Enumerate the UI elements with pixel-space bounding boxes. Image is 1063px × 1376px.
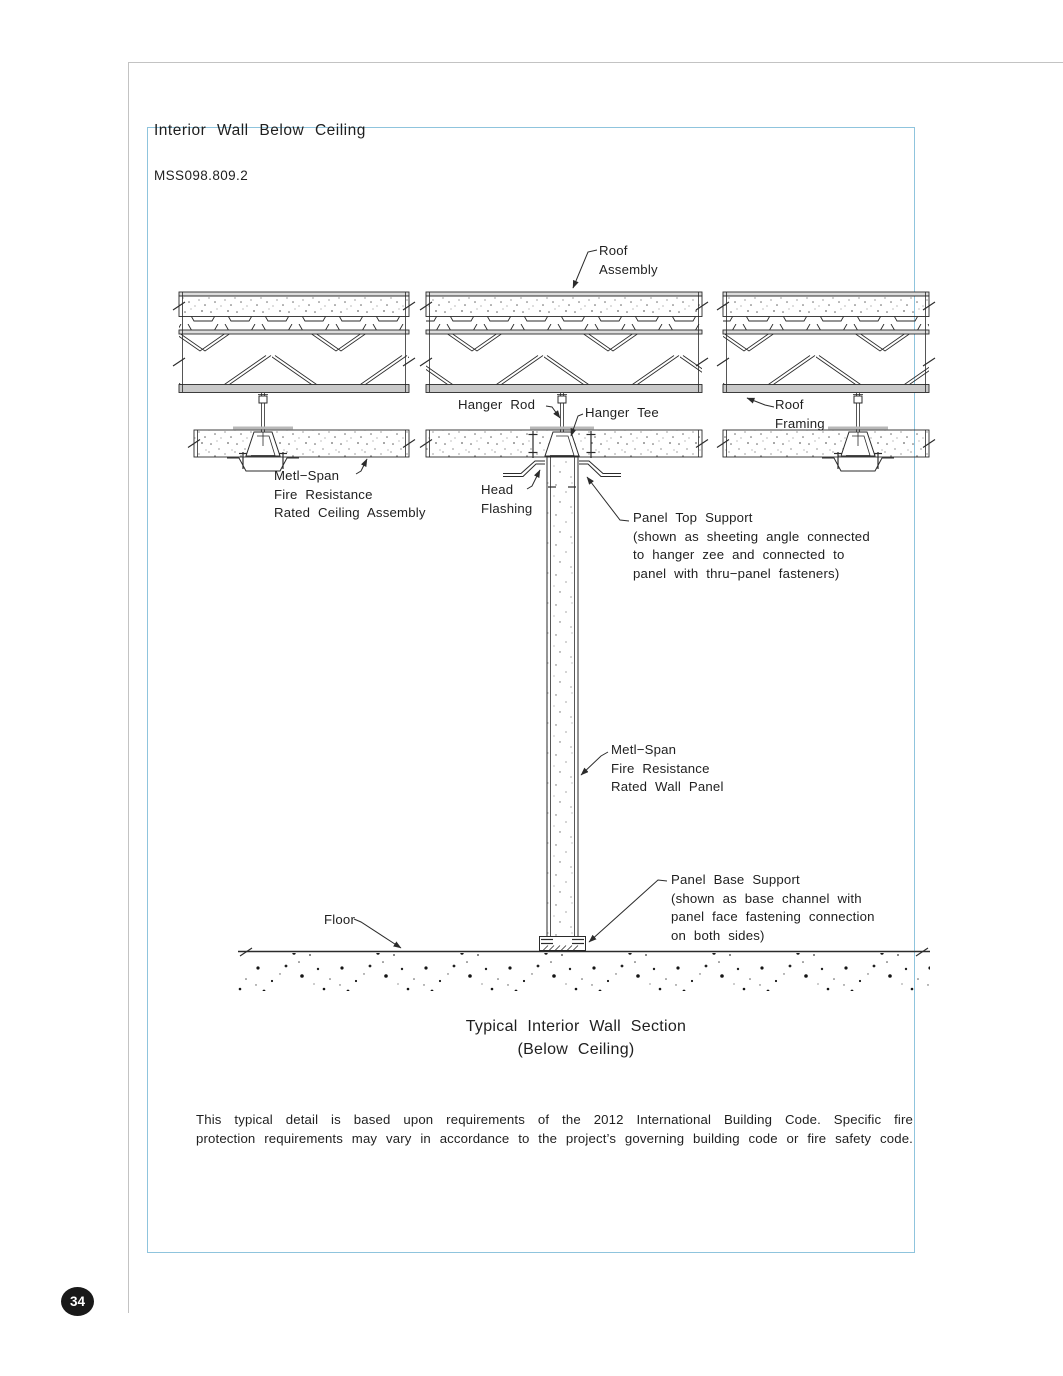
label-roof-framing: Roof Framing [775, 397, 825, 431]
label-hanger-tee: Hanger Tee [585, 405, 659, 420]
drawing-caption-line2: (Below Ceiling) [517, 1041, 635, 1058]
drawing-title: Interior Wall Below Ceiling [154, 122, 366, 139]
leader-floor [354, 919, 401, 948]
drawing-reference: MSS098.809.2 [154, 168, 249, 183]
leader-roof-framing [747, 398, 774, 407]
code-note-line2: protection requirements may vary in accordance to the project’s governing building code or fire safety code. [196, 1131, 913, 1146]
leader-panel-base-support [589, 880, 667, 942]
label-roof-assembly: Roof Assembly [599, 243, 658, 277]
label-ceiling-assembly: Metl−Span Fire Resistance Rated Ceiling Assembly [274, 468, 426, 520]
label-floor: Floor [324, 912, 356, 927]
leader-panel-top-support [587, 477, 629, 521]
panel-base-support-graphic [540, 937, 586, 951]
roof-section-left [173, 292, 415, 393]
wall-panel-graphic [547, 457, 578, 951]
floor-graphic [236, 948, 930, 991]
label-hanger-rod: Hanger Rod [458, 397, 536, 412]
page-number-badge: 34 [61, 1287, 94, 1316]
hanger-rod-right [853, 393, 863, 432]
roof-section-middle [420, 292, 708, 393]
leader-hanger-rod [546, 406, 560, 418]
label-head-flashing: Head Flashing [481, 482, 533, 516]
label-panel-top-support: Panel Top Support (shown as sheeting angle connected to hanger zee and connected to panel with thru−panel fasteners) [633, 510, 870, 581]
hanger-rod-center [557, 393, 567, 432]
leader-roof-assembly [573, 250, 597, 288]
leader-wall-panel [581, 752, 608, 775]
drawing-caption-line1: Typical Interior Wall Section [465, 1018, 687, 1035]
hanger-rod-left [258, 393, 268, 432]
code-note-line1: This typical detail is based upon requirements of the 2012 International Building Code. Specific fire [196, 1112, 913, 1127]
label-wall-panel: Metl−Span Fire Resistance Rated Wall Panel [611, 742, 724, 794]
roof-section-right [717, 292, 935, 393]
label-panel-base-support: Panel Base Support (shown as base channel with panel face fastening connection on both sides) [671, 872, 875, 943]
